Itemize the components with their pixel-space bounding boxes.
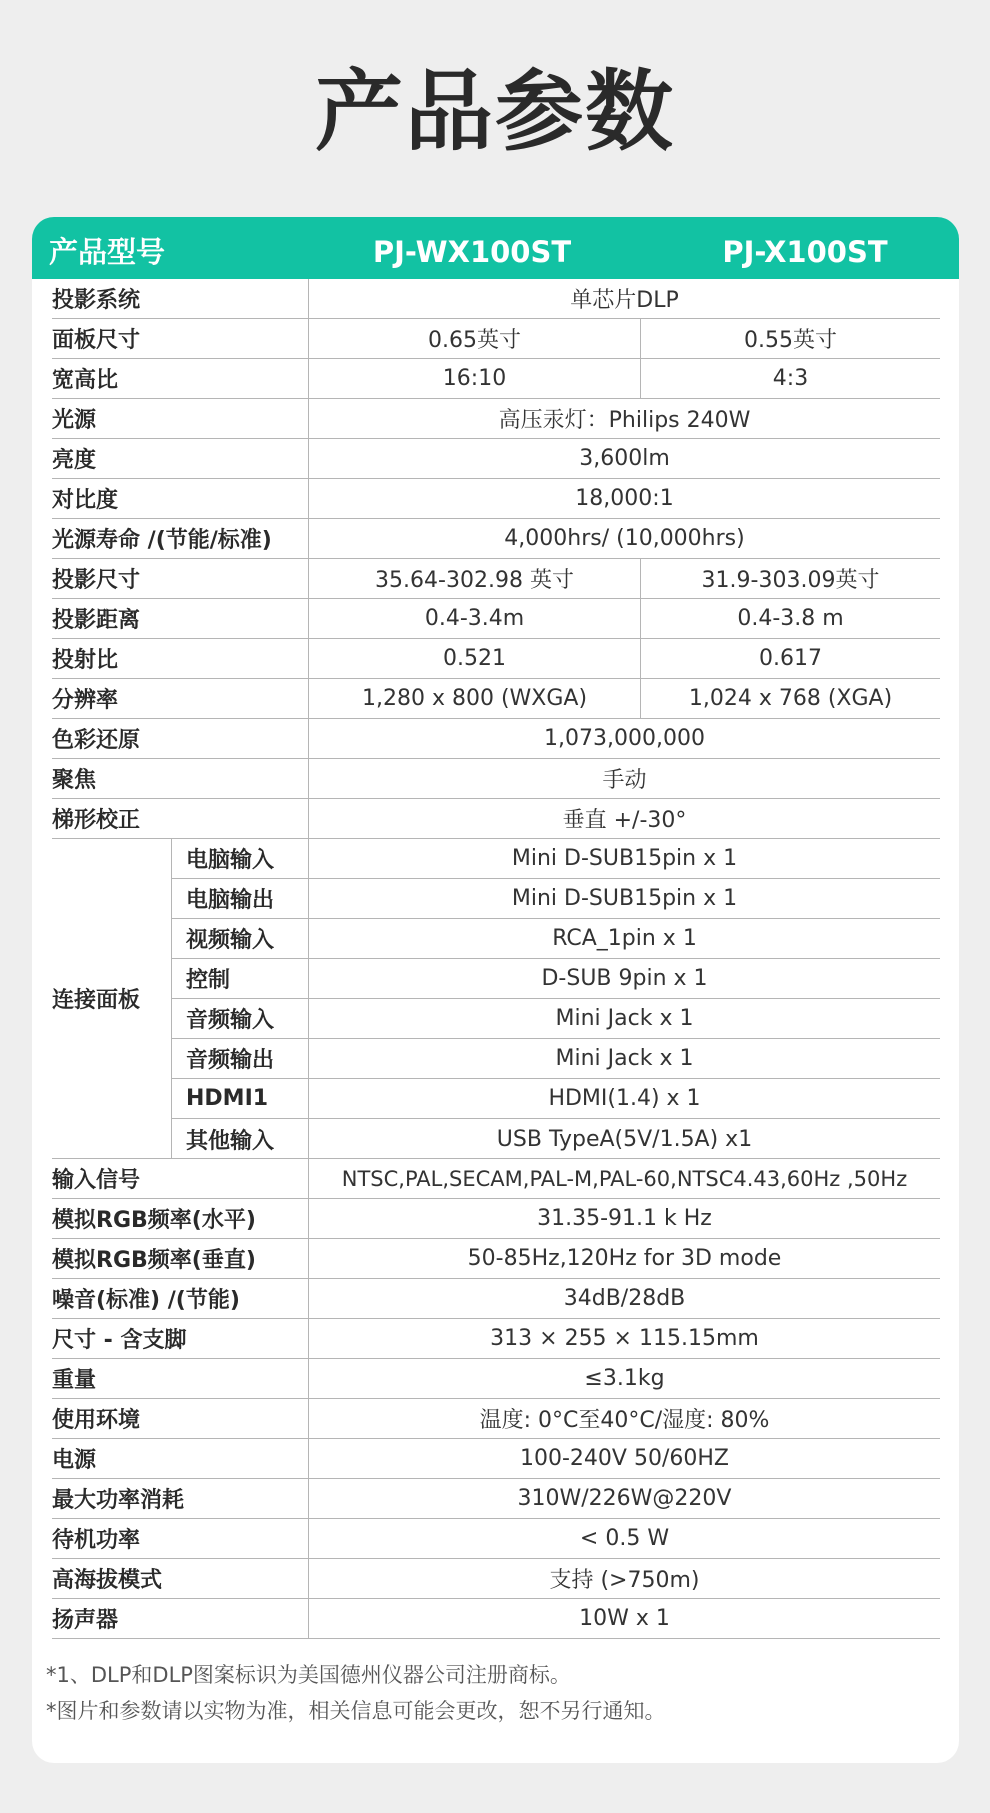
row-value-model-1: 0.4-3.4m (308, 599, 640, 638)
table-row (52, 1279, 940, 1319)
spec-table (52, 279, 940, 1639)
connection-panel-group (52, 839, 940, 1159)
row-value: 单芯片DLP (308, 279, 940, 318)
row-label: 投影距离 (52, 608, 141, 633)
row-label: 光源寿命 /(节能/标准) (52, 528, 272, 553)
row-value-model-2: 1,024 x 768 (XGA) (640, 679, 940, 718)
row-label: 输入信号 (52, 1168, 141, 1193)
row-value-model-1: 16:10 (308, 359, 640, 398)
row-value: 10W x 1 (308, 1599, 940, 1638)
header-model-1: PJ-WX100ST (372, 235, 572, 269)
connection-row (172, 839, 940, 879)
connection-row (172, 1119, 940, 1159)
table-row (52, 719, 940, 759)
row-value: < 0.5 W (308, 1519, 940, 1558)
row-value-model-1: 35.64-302.98 英寸 (308, 559, 640, 598)
table-row (52, 1199, 940, 1239)
row-label: 模拟RGB频率(水平) (52, 1208, 256, 1233)
row-label: 扬声器 (52, 1608, 119, 1633)
table-row (52, 519, 940, 559)
row-label: 使用环境 (52, 1408, 141, 1433)
row-label: 宽高比 (52, 368, 119, 393)
row-value: 4,000hrs/ (10,000hrs) (308, 519, 940, 558)
connection-panel-label: 连接面板 (52, 839, 172, 1158)
row-label: 投影尺寸 (52, 568, 141, 593)
connection-row (172, 999, 940, 1039)
row-value: 高压汞灯：Philips 240W (308, 399, 940, 438)
row-value: ≤3.1kg (308, 1359, 940, 1398)
row-value-model-1: 1,280 x 800 (WXGA) (308, 679, 640, 718)
row-label: 投射比 (52, 648, 119, 673)
row-value: 313 × 255 × 115.15mm (308, 1319, 940, 1358)
connection-value: Mini Jack x 1 (308, 999, 940, 1038)
row-value: 1,073,000,000 (308, 719, 940, 758)
connection-label: 其他输入 (186, 1128, 275, 1154)
row-label: 最大功率消耗 (52, 1488, 185, 1513)
row-label: 重量 (52, 1368, 97, 1393)
connection-value: HDMI(1.4) x 1 (308, 1079, 940, 1118)
connection-label: 音频输入 (186, 1008, 275, 1033)
connection-label: 控制 (186, 968, 231, 993)
row-label: 模拟RGB频率(垂直) (52, 1248, 256, 1273)
row-label: 色彩还原 (52, 728, 141, 753)
row-value-model-2: 0.55英寸 (640, 319, 940, 358)
connection-value: D-SUB 9pin x 1 (308, 959, 940, 998)
connection-label: 视频输入 (186, 928, 275, 953)
row-label: 面板尺寸 (52, 328, 141, 353)
spec-table-header (32, 217, 959, 279)
table-row (52, 1559, 940, 1599)
table-row (52, 599, 940, 639)
table-row (52, 1319, 940, 1359)
table-row (52, 359, 940, 399)
table-row (52, 559, 940, 599)
connection-row (172, 879, 940, 919)
row-label: 尺寸 - 含支脚 (52, 1328, 187, 1353)
row-value: 垂直 +/-30° (308, 799, 940, 838)
table-row (52, 439, 940, 479)
connection-value: Mini Jack x 1 (308, 1039, 940, 1078)
row-value: 50-85Hz,120Hz for 3D mode (308, 1239, 940, 1278)
row-label: 电源 (52, 1448, 97, 1473)
row-value-model-2: 4:3 (640, 359, 940, 398)
table-row (52, 279, 940, 319)
header-label: 产品型号 (49, 235, 166, 269)
table-row (52, 479, 940, 519)
connection-value: Mini D-SUB15pin x 1 (308, 879, 940, 918)
table-row (52, 1399, 940, 1439)
row-label: 光源 (52, 408, 97, 433)
row-value-model-2: 31.9-303.09英寸 (640, 559, 940, 598)
connection-label: 电脑输入 (186, 848, 275, 873)
row-label: 高海拔模式 (52, 1568, 163, 1593)
connection-value: RCA_1pin x 1 (308, 919, 940, 958)
row-label: 噪音(标准) /(节能) (52, 1288, 240, 1313)
table-row (52, 1359, 940, 1399)
row-value: 3,600lm (308, 439, 940, 478)
row-value-model-2: 0.617 (640, 639, 940, 678)
row-value-model-1: 0.521 (308, 639, 640, 678)
table-row (52, 1239, 940, 1279)
table-row (52, 639, 940, 679)
footnote: *1、DLP和DLP图案标识为美国德州仪器公司注册商标。 (46, 1663, 571, 1687)
connection-row (172, 1039, 940, 1079)
connection-row (172, 919, 940, 959)
connection-row (172, 959, 940, 999)
row-label: 待机功率 (52, 1528, 141, 1553)
table-row (52, 1479, 940, 1519)
table-row (52, 399, 940, 439)
row-value: NTSC,PAL,SECAM,PAL-M,PAL-60,NTSC4.43,60Hz ,50Hz (308, 1159, 940, 1198)
page-title: 产品参数 (314, 60, 675, 163)
connection-value: Mini D-SUB15pin x 1 (308, 839, 940, 878)
row-value: 310W/226W@220V (308, 1479, 940, 1518)
connection-label: 音频输出 (186, 1048, 275, 1073)
row-label: 梯形校正 (52, 808, 141, 833)
row-value-model-1: 0.65英寸 (308, 319, 640, 358)
table-row (52, 799, 940, 839)
table-row (52, 679, 940, 719)
connection-label: 电脑输出 (186, 888, 275, 913)
row-label: 投影系统 (52, 288, 141, 313)
row-value: 31.35-91.1 k Hz (308, 1199, 940, 1238)
connection-label: HDMI1 (186, 1086, 269, 1111)
row-value: 支持 (>750m) (308, 1559, 940, 1598)
footnotes (46, 1657, 946, 1729)
spec-card (32, 217, 959, 1763)
row-value: 100-240V 50/60HZ (308, 1439, 940, 1478)
row-value: 18,000:1 (308, 479, 940, 518)
table-row (52, 1599, 940, 1639)
row-label: 亮度 (52, 448, 97, 473)
connection-row (172, 1079, 940, 1119)
connection-value: USB TypeA(5V/1.5A) x1 (308, 1119, 940, 1159)
row-value: 温度: 0°C至40°C/湿度: 80% (308, 1399, 940, 1438)
row-value-model-2: 0.4-3.8 m (640, 599, 940, 638)
table-row (52, 1159, 940, 1199)
header-model-2: PJ-X100ST (722, 235, 888, 269)
row-value: 34dB/28dB (308, 1279, 940, 1318)
row-label: 对比度 (52, 488, 119, 513)
table-row (52, 1439, 940, 1479)
footnote: *图片和参数请以实物为准，相关信息可能会更改，恕不另行通知。 (46, 1699, 666, 1723)
table-row (52, 759, 940, 799)
table-row (52, 319, 940, 359)
table-row (52, 1519, 940, 1559)
row-label: 分辨率 (52, 688, 119, 713)
row-value: 手动 (308, 759, 940, 798)
row-label: 聚焦 (52, 768, 97, 793)
